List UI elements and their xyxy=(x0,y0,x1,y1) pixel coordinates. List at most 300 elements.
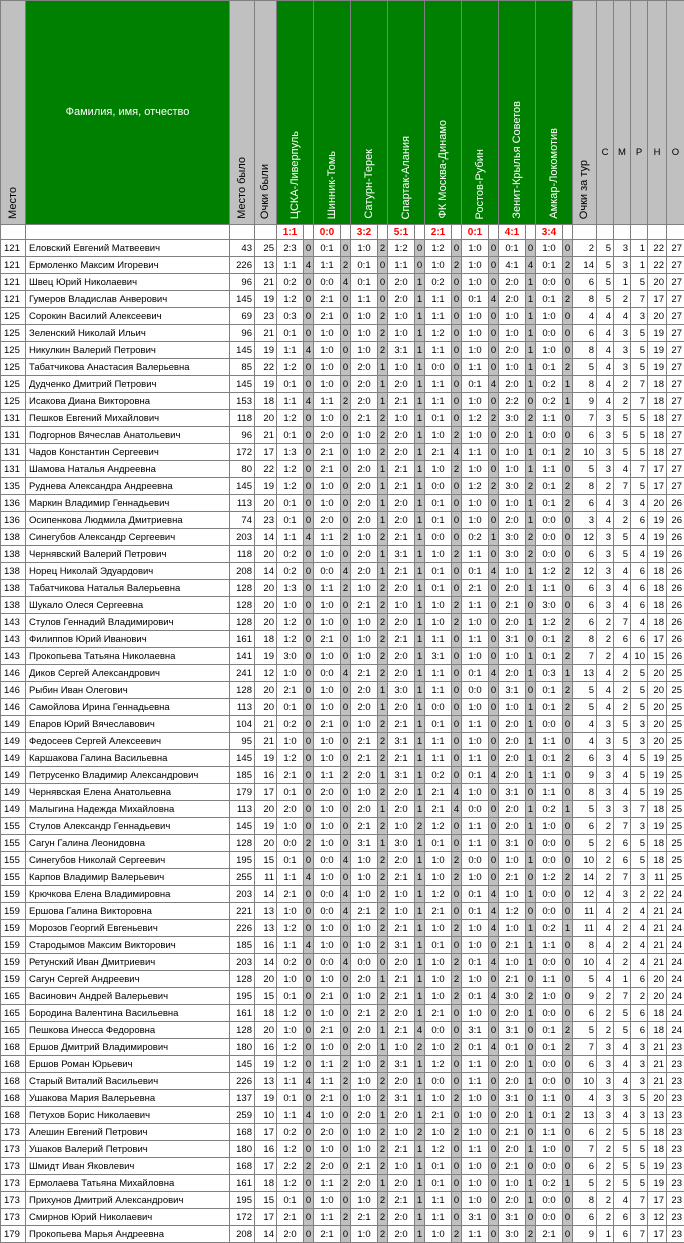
m-count-cell: 6 xyxy=(614,1226,631,1243)
pred-7-cell: 1:0 xyxy=(499,886,526,903)
n-count-cell: 21 xyxy=(648,937,667,954)
pred-3-cell: 2:0 xyxy=(351,563,378,580)
pred-2-cell: 1:0 xyxy=(314,342,341,359)
was-place-cell: 113 xyxy=(230,495,255,512)
full-name-cell: Старый Виталий Васильевич xyxy=(26,1073,230,1090)
m-count-cell: 5 xyxy=(614,716,631,733)
pred-2-cell: 0:1 xyxy=(314,240,341,257)
pts-4-cell: 1 xyxy=(415,359,425,376)
pred-8-cell: 1:2 xyxy=(536,614,563,631)
pred-4-cell: 2:1 xyxy=(388,1141,415,1158)
pred-7-cell: 3:0 xyxy=(499,478,526,495)
pts-1-cell: 2 xyxy=(304,1158,314,1175)
pts-1-cell: 0 xyxy=(304,444,314,461)
pred-1-cell: 0:0 xyxy=(277,835,304,852)
pts-6-cell: 0 xyxy=(489,648,499,665)
pred-6-cell: 1:0 xyxy=(462,342,489,359)
was-place-cell: 80 xyxy=(230,461,255,478)
pts-2-cell: 0 xyxy=(341,801,351,818)
r-count-cell: 6 xyxy=(631,580,648,597)
pred-2-cell: 0:0 xyxy=(314,852,341,869)
pred-1-cell: 1:0 xyxy=(277,733,304,750)
pred-4-cell: 2:1 xyxy=(388,1192,415,1209)
blank-cell xyxy=(255,225,277,240)
was-points-cell: 15 xyxy=(255,1192,277,1209)
pts-4-cell: 0 xyxy=(415,240,425,257)
n-count-cell: 19 xyxy=(648,359,667,376)
table-row xyxy=(1,308,684,325)
pts-3-cell: 2 xyxy=(378,1158,388,1175)
pred-3-cell: 1:0 xyxy=(351,920,378,937)
s-count-cell: 3 xyxy=(597,444,614,461)
round-points-cell: 10 xyxy=(573,444,597,461)
pred-1-cell: 1:2 xyxy=(277,1039,304,1056)
pts-3-cell: 1 xyxy=(378,699,388,716)
pts-7-cell: 1 xyxy=(526,427,536,444)
was-points-cell: 16 xyxy=(255,937,277,954)
pts-6-cell: 0 xyxy=(489,1158,499,1175)
s-count-cell: 4 xyxy=(597,920,614,937)
was-place-cell: 180 xyxy=(230,1039,255,1056)
pts-5-cell: 0 xyxy=(452,495,462,512)
m-count-cell: 7 xyxy=(614,478,631,495)
pred-5-cell: 0:1 xyxy=(425,563,452,580)
pts-5-cell: 2 xyxy=(452,546,462,563)
n-count-cell: 18 xyxy=(648,1005,667,1022)
pred-3-cell: 1:1 xyxy=(351,291,378,308)
pts-3-cell: 1 xyxy=(378,359,388,376)
m-count-cell: 7 xyxy=(614,869,631,886)
pred-8-cell: 0:3 xyxy=(536,665,563,682)
was-place-cell: 180 xyxy=(230,1141,255,1158)
pred-5-cell: 1:2 xyxy=(425,886,452,903)
pts-8-cell: 0 xyxy=(563,784,573,801)
s-count-cell: 4 xyxy=(597,376,614,393)
pred-4-cell: 2:0 xyxy=(388,274,415,291)
pred-2-cell: 1:0 xyxy=(314,325,341,342)
pred-6-cell: 0:0 xyxy=(462,852,489,869)
r-count-cell: 4 xyxy=(631,614,648,631)
pred-5-cell: 1:0 xyxy=(425,461,452,478)
pts-6-cell: 0 xyxy=(489,682,499,699)
full-name-cell: Морозов Георгий Евгеньевич xyxy=(26,920,230,937)
pts-7-cell: 0 xyxy=(526,1039,536,1056)
place-cell: 155 xyxy=(1,852,26,869)
full-name-cell: Еловский Евгений Матвеевич xyxy=(26,240,230,257)
pred-8-cell: 0:0 xyxy=(536,835,563,852)
pts-2-cell: 0 xyxy=(341,410,351,427)
table-row xyxy=(1,767,684,784)
pts-1-cell: 0 xyxy=(304,1056,314,1073)
round-points-cell: 7 xyxy=(573,1039,597,1056)
round-points-cell: 6 xyxy=(573,750,597,767)
m-count-cell: 3 xyxy=(614,801,631,818)
was-points-cell: 19 xyxy=(255,750,277,767)
pts-7-cell: 1 xyxy=(526,886,536,903)
table-row xyxy=(1,818,684,835)
s-count-cell: 2 xyxy=(597,1209,614,1226)
s-count-cell: 3 xyxy=(597,1090,614,1107)
pts-3-cell: 2 xyxy=(378,444,388,461)
pred-7-cell: 3:1 xyxy=(499,631,526,648)
place-cell: 155 xyxy=(1,869,26,886)
match-header-7: Зенит-Крылья Советов xyxy=(499,1,536,225)
m-count-cell: 5 xyxy=(614,1022,631,1039)
total-cell: 26 xyxy=(667,529,684,546)
was-points-cell: 19 xyxy=(255,291,277,308)
was-points-cell: 19 xyxy=(255,478,277,495)
pred-2-cell: 2:1 xyxy=(314,631,341,648)
r-count-cell: 3 xyxy=(631,716,648,733)
pred-3-cell: 1:0 xyxy=(351,308,378,325)
place-cell: 125 xyxy=(1,342,26,359)
pred-8-cell: 0:1 xyxy=(536,682,563,699)
pts-2-cell: 0 xyxy=(341,631,351,648)
pred-8-cell: 1:1 xyxy=(536,937,563,954)
n-header: Н xyxy=(648,1,667,225)
pred-6-cell: 1:0 xyxy=(462,733,489,750)
pts-8-cell: 2 xyxy=(563,648,573,665)
blank-cell xyxy=(26,225,230,240)
pts-3-cell: 1 xyxy=(378,478,388,495)
pts-1-cell: 0 xyxy=(304,852,314,869)
table-row xyxy=(1,682,684,699)
pred-5-cell: 2:1 xyxy=(425,903,452,920)
s-count-cell: 2 xyxy=(597,869,614,886)
table-row xyxy=(1,920,684,937)
pts-2-cell: 4 xyxy=(341,852,351,869)
was-points-cell: 15 xyxy=(255,988,277,1005)
total-cell: 23 xyxy=(667,1158,684,1175)
pred-5-cell: 0:2 xyxy=(425,274,452,291)
s-count-cell: 3 xyxy=(597,410,614,427)
full-name-cell: Чернявская Елена Анатольевна xyxy=(26,784,230,801)
pts-3-cell: 2 xyxy=(378,1005,388,1022)
blank-cell xyxy=(597,225,614,240)
round-points-cell: 10 xyxy=(573,954,597,971)
round-points-cell: 12 xyxy=(573,886,597,903)
pts-8-cell: 2 xyxy=(563,614,573,631)
was-place-cell: 179 xyxy=(230,784,255,801)
pred-8-cell: 0:2 xyxy=(536,393,563,410)
was-points-cell: 19 xyxy=(255,1056,277,1073)
pts-7-cell: 2 xyxy=(526,988,536,1005)
pred-3-cell: 2:0 xyxy=(351,1107,378,1124)
s-count-cell: 4 xyxy=(597,359,614,376)
r-count-cell: 5 xyxy=(631,1124,648,1141)
pts-1-cell: 0 xyxy=(304,903,314,920)
pred-1-cell: 1:2 xyxy=(277,478,304,495)
pred-1-cell: 1:1 xyxy=(277,1107,304,1124)
s-count-cell: 4 xyxy=(597,665,614,682)
pts-5-cell: 0 xyxy=(452,393,462,410)
pred-2-cell: 2:1 xyxy=(314,1022,341,1039)
pts-1-cell: 0 xyxy=(304,971,314,988)
s-count-cell: 3 xyxy=(597,597,614,614)
pts-1-cell: 0 xyxy=(304,784,314,801)
full-name-cell: Ретунский Иван Дмитриевич xyxy=(26,954,230,971)
round-points-cell: 6 xyxy=(573,1056,597,1073)
full-name-cell: Каршакова Галина Васильевна xyxy=(26,750,230,767)
table-row xyxy=(1,971,684,988)
pts-7-cell: 1 xyxy=(526,1107,536,1124)
pts-6-cell: 4 xyxy=(489,767,499,784)
was-place-cell: 168 xyxy=(230,1158,255,1175)
pts-6-cell: 0 xyxy=(489,1005,499,1022)
pred-4-cell: 3:1 xyxy=(388,546,415,563)
m-count-cell: 3 xyxy=(614,257,631,274)
pts-7-cell: 2 xyxy=(526,478,536,495)
pts-4-cell: 1 xyxy=(415,495,425,512)
pts-6-cell: 0 xyxy=(489,308,499,325)
pts-7-cell: 0 xyxy=(526,393,536,410)
s-count-cell: 4 xyxy=(597,699,614,716)
pred-3-cell: 1:0 xyxy=(351,988,378,1005)
pred-3-cell: 2:0 xyxy=(351,478,378,495)
pts-2-cell: 0 xyxy=(341,835,351,852)
pts-1-cell: 4 xyxy=(304,342,314,359)
pts-8-cell: 0 xyxy=(563,954,573,971)
pts-3-cell: 2 xyxy=(378,1141,388,1158)
pts-4-cell: 1 xyxy=(415,835,425,852)
was-points-cell: 20 xyxy=(255,801,277,818)
pred-4-cell: 2:0 xyxy=(388,699,415,716)
pred-7-cell: 3:1 xyxy=(499,784,526,801)
full-name-cell: Никулкин Валерий Петрович xyxy=(26,342,230,359)
n-count-cell: 18 xyxy=(648,835,667,852)
pred-3-cell: 2:1 xyxy=(351,1209,378,1226)
pts-6-cell: 0 xyxy=(489,971,499,988)
pred-6-cell: 1:0 xyxy=(462,495,489,512)
pts-7-cell: 1 xyxy=(526,1056,536,1073)
r-count-cell: 5 xyxy=(631,699,648,716)
pred-7-cell: 2:1 xyxy=(499,1124,526,1141)
pts-3-cell: 2 xyxy=(378,784,388,801)
pred-8-cell: 0:0 xyxy=(536,512,563,529)
place-cell: 125 xyxy=(1,393,26,410)
pts-7-cell: 1 xyxy=(526,274,536,291)
pred-5-cell: 1:0 xyxy=(425,1090,452,1107)
pts-8-cell: 2 xyxy=(563,682,573,699)
pts-1-cell: 0 xyxy=(304,682,314,699)
pts-7-cell: 1 xyxy=(526,716,536,733)
place-cell: 173 xyxy=(1,1124,26,1141)
o-header: О xyxy=(667,1,684,225)
pts-7-cell: 1 xyxy=(526,750,536,767)
pts-1-cell: 0 xyxy=(304,495,314,512)
was-place-cell: 145 xyxy=(230,750,255,767)
pts-8-cell: 2 xyxy=(563,478,573,495)
pts-1-cell: 0 xyxy=(304,648,314,665)
pts-4-cell: 1 xyxy=(415,1192,425,1209)
place-cell: 149 xyxy=(1,784,26,801)
pts-7-cell: 1 xyxy=(526,359,536,376)
pred-7-cell: 2:0 xyxy=(499,1192,526,1209)
pred-4-cell: 2:1 xyxy=(388,631,415,648)
pred-7-cell: 2:0 xyxy=(499,733,526,750)
m-count-cell: 6 xyxy=(614,835,631,852)
m-count-cell: 2 xyxy=(614,512,631,529)
r-count-cell: 5 xyxy=(631,784,648,801)
pts-7-cell: 1 xyxy=(526,580,536,597)
was-place-cell: 221 xyxy=(230,903,255,920)
pts-2-cell: 0 xyxy=(341,376,351,393)
table-row xyxy=(1,835,684,852)
total-cell: 24 xyxy=(667,954,684,971)
pts-7-cell: 0 xyxy=(526,903,536,920)
pts-8-cell: 0 xyxy=(563,342,573,359)
pts-3-cell: 1 xyxy=(378,461,388,478)
m-count-cell: 4 xyxy=(614,308,631,325)
place-cell: 143 xyxy=(1,614,26,631)
match-result: 3:2 xyxy=(351,225,378,240)
pred-4-cell: 2:0 xyxy=(388,801,415,818)
round-points-cell: 11 xyxy=(573,903,597,920)
was-place-cell: 85 xyxy=(230,359,255,376)
pts-6-cell: 0 xyxy=(489,699,499,716)
table-row xyxy=(1,631,684,648)
pts-5-cell: 2 xyxy=(452,597,462,614)
r-count-cell: 4 xyxy=(631,495,648,512)
full-name-cell: Ушаков Валерий Петрович xyxy=(26,1141,230,1158)
full-name-cell: Исакова Диана Викторовна xyxy=(26,393,230,410)
s-count-cell: 2 xyxy=(597,1175,614,1192)
place-cell: 146 xyxy=(1,699,26,716)
pred-3-cell: 2:1 xyxy=(351,410,378,427)
match-result: 5:1 xyxy=(388,225,415,240)
m-count-cell: 5 xyxy=(614,1124,631,1141)
pts-3-cell: 1 xyxy=(378,563,388,580)
table-row xyxy=(1,563,684,580)
pts-2-cell: 0 xyxy=(341,1226,351,1243)
pred-1-cell: 0:1 xyxy=(277,427,304,444)
pred-1-cell: 1:2 xyxy=(277,631,304,648)
pred-8-cell: 0:2 xyxy=(536,801,563,818)
was-points-cell: 22 xyxy=(255,461,277,478)
pts-6-cell: 4 xyxy=(489,920,499,937)
pts-2-cell: 0 xyxy=(341,750,351,767)
pts-8-cell: 2 xyxy=(563,1107,573,1124)
pred-3-cell: 0:0 xyxy=(351,954,378,971)
pts-5-cell: 0 xyxy=(452,835,462,852)
pts-5-cell: 0 xyxy=(452,376,462,393)
pred-6-cell: 1:0 xyxy=(462,427,489,444)
was-points-cell: 14 xyxy=(255,886,277,903)
m-count-cell: 7 xyxy=(614,988,631,1005)
pred-1-cell: 0:1 xyxy=(277,325,304,342)
pts-7-cell: 2 xyxy=(526,529,536,546)
pts-3-cell: 1 xyxy=(378,801,388,818)
pred-7-cell: 2:0 xyxy=(499,1056,526,1073)
pts-8-cell: 0 xyxy=(563,325,573,342)
pred-4-cell: 3:0 xyxy=(388,682,415,699)
pred-4-cell: 2:1 xyxy=(388,869,415,886)
total-cell: 23 xyxy=(667,1175,684,1192)
pts-2-cell: 0 xyxy=(341,342,351,359)
n-count-cell: 15 xyxy=(648,648,667,665)
pred-3-cell: 2:0 xyxy=(351,393,378,410)
pts-8-cell: 0 xyxy=(563,1192,573,1209)
table-row xyxy=(1,376,684,393)
was-place-cell: 226 xyxy=(230,257,255,274)
s-count-cell: 3 xyxy=(597,529,614,546)
round-points-cell: 10 xyxy=(573,852,597,869)
full-name-cell: Норец Николай Эдуардович xyxy=(26,563,230,580)
total-cell: 25 xyxy=(667,767,684,784)
place-cell: 159 xyxy=(1,937,26,954)
pred-8-cell: 0:1 xyxy=(536,1039,563,1056)
place-cell: 138 xyxy=(1,597,26,614)
pts-7-cell: 1 xyxy=(526,1175,536,1192)
pts-6-cell: 0 xyxy=(489,1226,499,1243)
pred-4-cell: 1:0 xyxy=(388,1124,415,1141)
pred-5-cell: 1:0 xyxy=(425,597,452,614)
pred-8-cell: 0:1 xyxy=(536,495,563,512)
place-cell: 155 xyxy=(1,835,26,852)
pred-4-cell: 2:0 xyxy=(388,665,415,682)
pts-8-cell: 0 xyxy=(563,818,573,835)
pred-7-cell: 3:1 xyxy=(499,1090,526,1107)
pred-3-cell: 1:0 xyxy=(351,1141,378,1158)
pred-1-cell: 1:0 xyxy=(277,597,304,614)
table-row xyxy=(1,1073,684,1090)
pts-8-cell: 1 xyxy=(563,920,573,937)
n-count-cell: 19 xyxy=(648,818,667,835)
m-count-cell: 5 xyxy=(614,410,631,427)
m-count-cell: 4 xyxy=(614,563,631,580)
round-points-cell: 2 xyxy=(573,240,597,257)
pred-1-cell: 0:1 xyxy=(277,376,304,393)
blank-cell xyxy=(452,225,462,240)
pred-8-cell: 0:0 xyxy=(536,1056,563,1073)
pred-8-cell: 0:2 xyxy=(536,920,563,937)
r-count-cell: 5 xyxy=(631,852,648,869)
table-row xyxy=(1,342,684,359)
r-count-cell: 5 xyxy=(631,750,648,767)
round-points-cell: 8 xyxy=(573,631,597,648)
pred-8-cell: 0:1 xyxy=(536,291,563,308)
pts-4-cell: 1 xyxy=(415,665,425,682)
pred-5-cell: 1:0 xyxy=(425,546,452,563)
table-row xyxy=(1,291,684,308)
pts-6-cell: 0 xyxy=(489,1175,499,1192)
pts-6-cell: 0 xyxy=(489,580,499,597)
full-name-cell: Ершова Галина Викторовна xyxy=(26,903,230,920)
r-count-cell: 5 xyxy=(631,682,648,699)
n-count-cell: 20 xyxy=(648,699,667,716)
s-count-cell: 4 xyxy=(597,971,614,988)
pred-8-cell: 1:1 xyxy=(536,410,563,427)
pts-1-cell: 0 xyxy=(304,274,314,291)
pred-6-cell: 1:0 xyxy=(462,1005,489,1022)
blank-cell xyxy=(230,225,255,240)
full-name-cell: Стулов Александр Геннадьевич xyxy=(26,818,230,835)
s-count-cell: 2 xyxy=(597,835,614,852)
pts-3-cell: 1 xyxy=(378,1107,388,1124)
pts-4-cell: 1 xyxy=(415,580,425,597)
place-cell: 135 xyxy=(1,478,26,495)
full-name-cell: Диков Сергей Александрович xyxy=(26,665,230,682)
pred-3-cell: 1:0 xyxy=(351,342,378,359)
pred-8-cell: 0:0 xyxy=(536,546,563,563)
pts-5-cell: 0 xyxy=(452,750,462,767)
pred-7-cell: 1:0 xyxy=(499,308,526,325)
full-name-cell: Сорокин Василий Алексеевич xyxy=(26,308,230,325)
pts-7-cell: 1 xyxy=(526,325,536,342)
s-count-cell: 3 xyxy=(597,1107,614,1124)
was-place-cell: 96 xyxy=(230,274,255,291)
full-name-cell: Карпов Владимир Валерьевич xyxy=(26,869,230,886)
